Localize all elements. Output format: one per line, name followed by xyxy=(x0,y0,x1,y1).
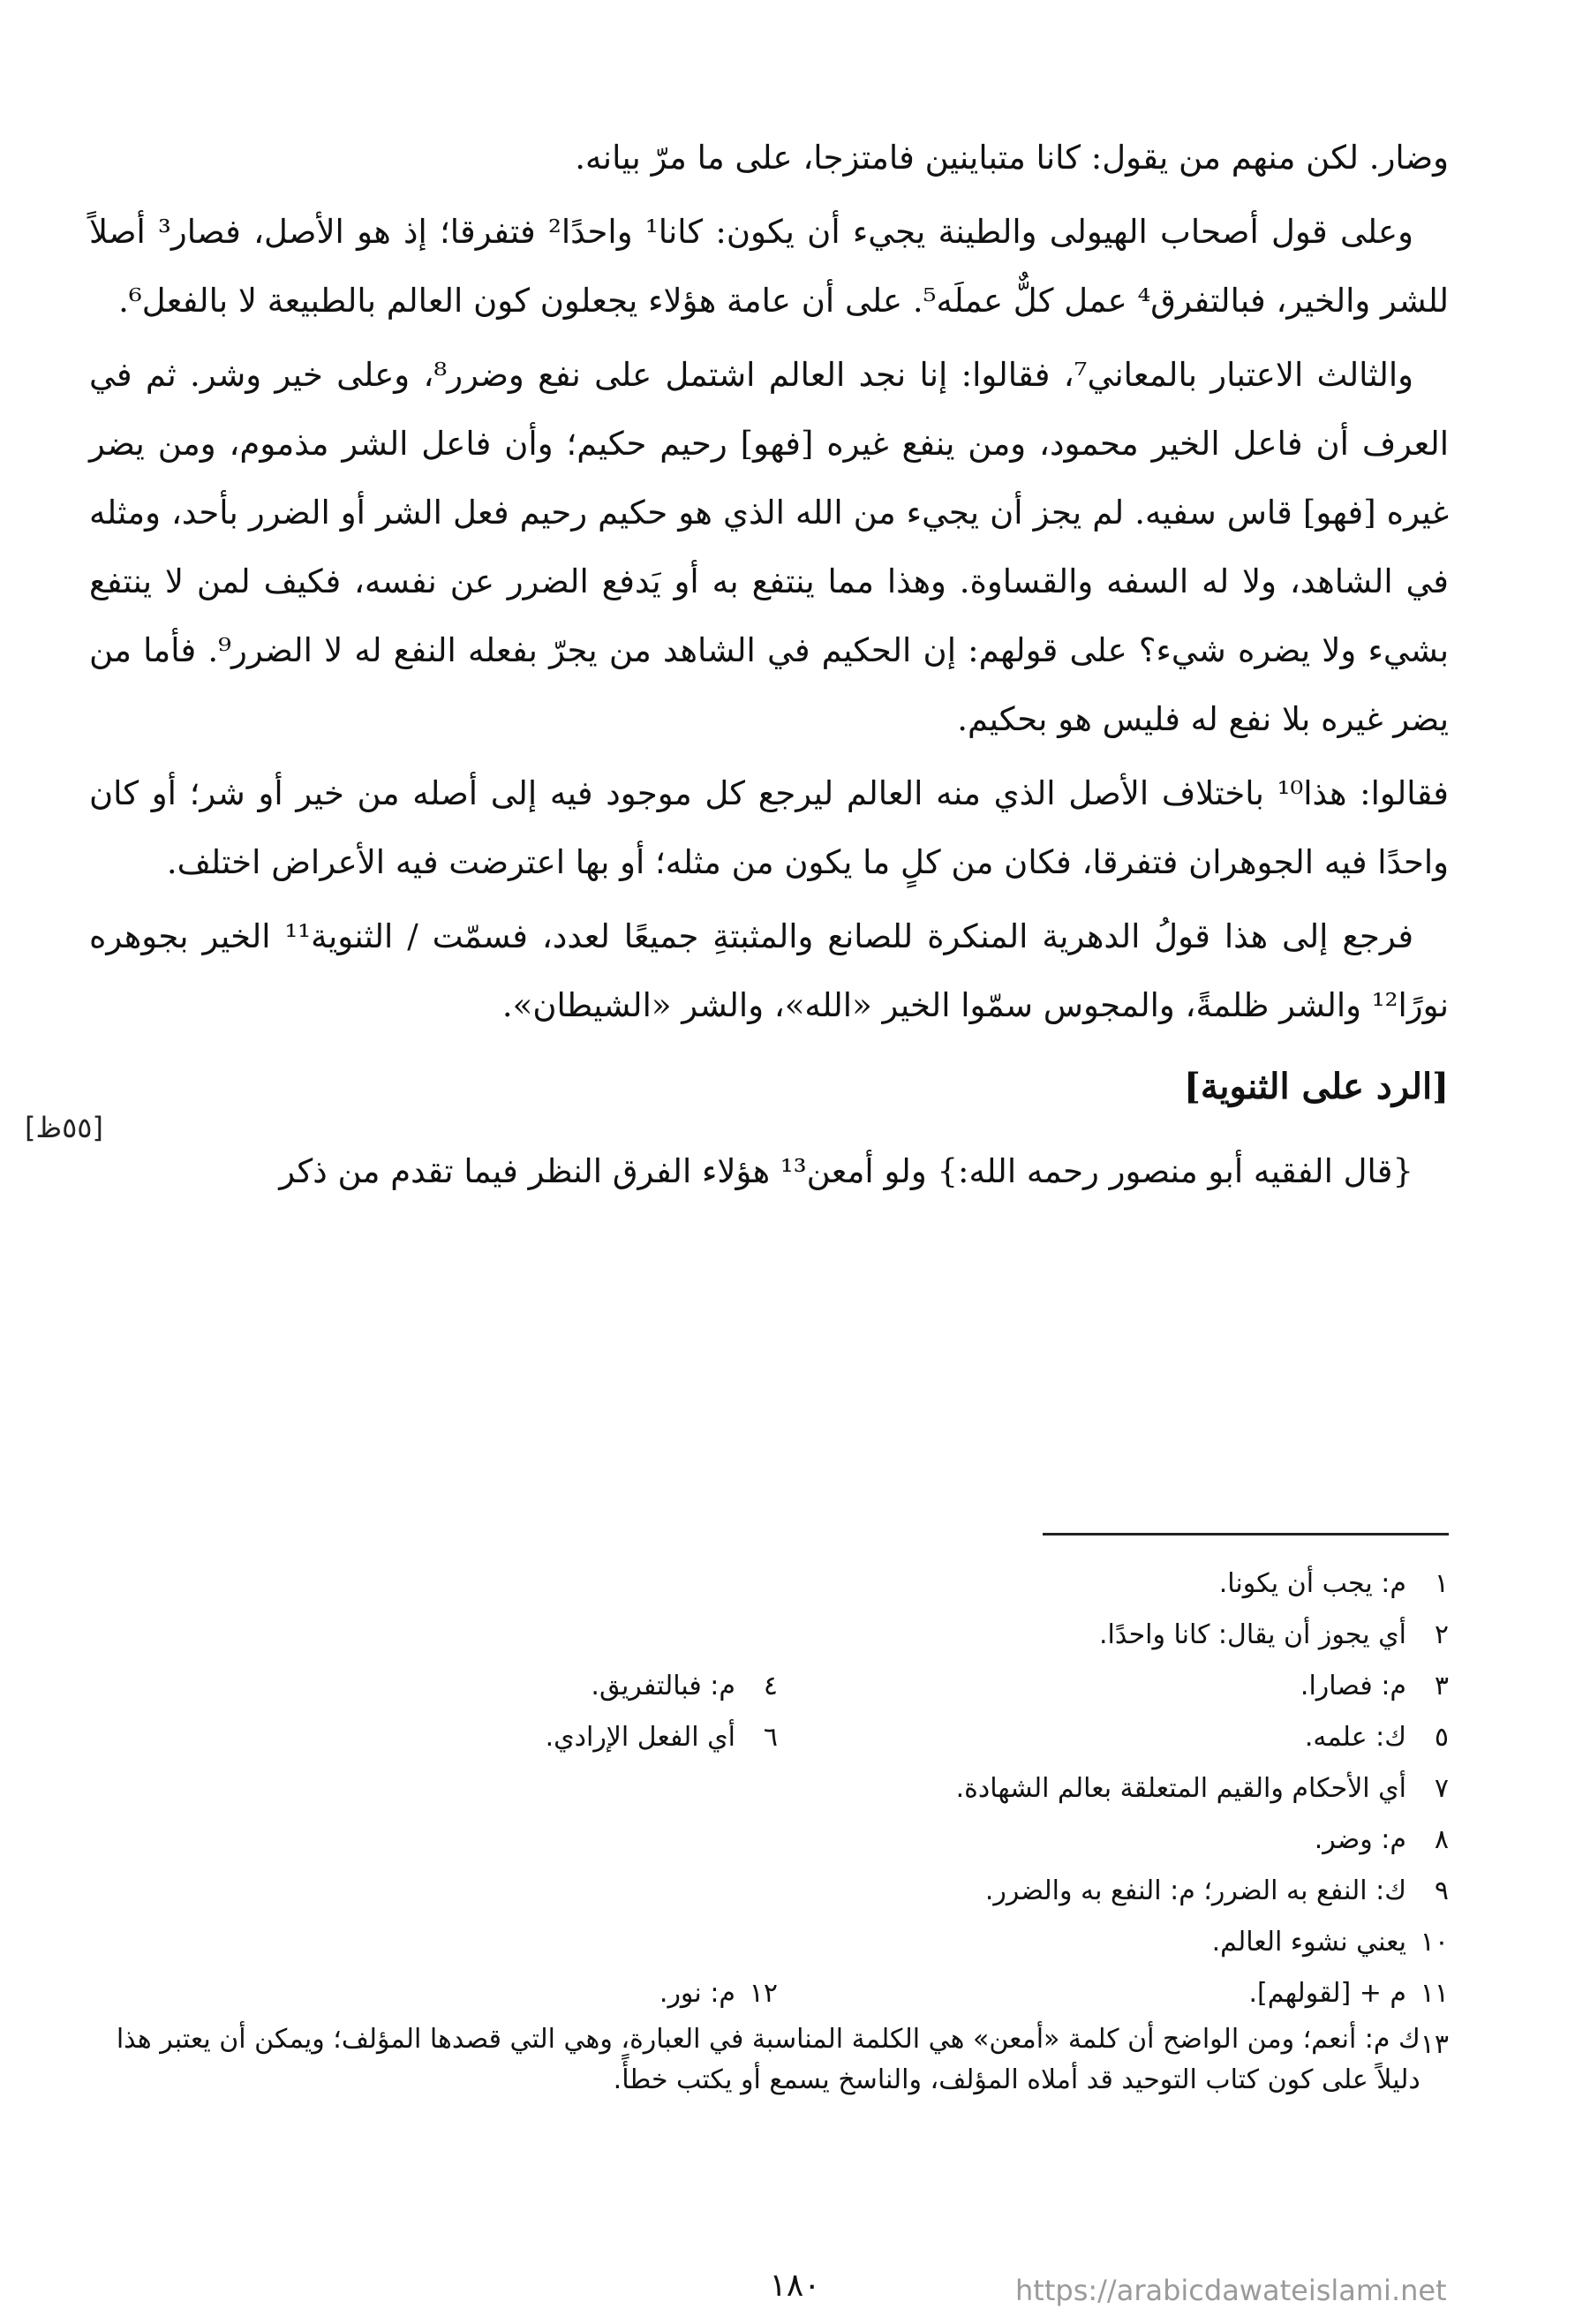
footnote-number: ١ xyxy=(1434,1568,1449,1599)
footnote-13 xyxy=(72,2019,1449,2101)
footnote-number: ٢ xyxy=(1434,1619,1449,1650)
footnote-8 xyxy=(1315,1815,1449,1866)
footnote-9 xyxy=(985,1866,1449,1917)
footnote-row xyxy=(72,2019,1449,2101)
footnote-text: يعني نشوء العالم. xyxy=(1211,1927,1406,1958)
footnote-text: أي الأحكام والقيم المتعلقة بعالم الشهادة. xyxy=(955,1773,1406,1804)
paragraph-6: {قال الفقيه أبو منصور رحمه الله:} ولو أمعن¹³ هؤلاء الفرق النظر فيما تقدم من ذكر xyxy=(279,1152,1413,1190)
watermark-url: https://arabicdawateislami.net xyxy=(1015,2274,1447,2307)
footnote-row xyxy=(72,1712,1449,1763)
footnote-number: ٣ xyxy=(1434,1671,1449,1702)
footnote-number: ١٣ xyxy=(1420,2029,1449,2060)
footnote-number: ٩ xyxy=(1434,1875,1449,1906)
footnote-2 xyxy=(1099,1610,1449,1661)
footnote-4 xyxy=(591,1661,778,1712)
paragraph-1: وضار. لكن منهم من يقول: كانا متباينين فامتزجا، على ما مرّ بيانه. xyxy=(575,139,1449,177)
footnote-number: ٧ xyxy=(1434,1773,1449,1804)
footnote-text: م: فبالتفريق. xyxy=(591,1671,735,1702)
footnote-number: ١٠ xyxy=(1420,1927,1449,1958)
page-number: ١٨٠ xyxy=(769,2267,821,2304)
paragraph-4: فقالوا: هذا¹⁰ باختلاف الأصل الذي منه العالم ليرجع كل موجود فيه إلى أصله من خير أو شر؛ أو كان واحدًا فيه الجوهران فتفرقا، فكان من كلٍ ما يكون من مثله؛ أو بها اعترضت فيه الأعراض اختلف. xyxy=(89,774,1449,881)
paragraph-2: وعلى قول أصحاب الهيولى والطينة يجيء أن يكون: كانا¹ واحدًا² فتفرقا؛ إذ هو الأصل، فصار³ أصلاً للشر والخير، فبالتفرق⁴ عمل كلٌّ عملَه⁵. على أن عامة هؤلاء يجعلون كون العالم بالطبيعة لا بالفعل⁶. xyxy=(89,213,1449,320)
footnote-11 xyxy=(778,1968,1449,2019)
folio-margin-note: [٥٥ظ] xyxy=(25,1111,103,1144)
footnote-text: ك م: أنعم؛ ومن الواضح أن كلمة «أمعن» هي الكلمة المناسبة في العبارة، وهي التي قصدها المؤلف؛ ويمكن أن يعتبر هذا دليلاً على كون كتاب التوحيد قد أملاه المؤلف، والناسخ يسمع أو يكتب خطأً. xyxy=(116,2024,1420,2095)
footnote-12 xyxy=(659,1968,778,2019)
footnote-1 xyxy=(1219,1558,1449,1610)
footnote-text: م: نور. xyxy=(659,1978,735,2009)
paragraph-5 xyxy=(89,902,1449,1040)
section-heading: [الرد على الثنوية] xyxy=(1183,1066,1449,1107)
footnote-5 xyxy=(778,1712,1449,1763)
footnote-text: أي الفعل الإرادي. xyxy=(545,1722,735,1753)
footnote-number: ١١ xyxy=(1420,1978,1449,2009)
footnote-row xyxy=(72,1558,1449,1610)
footnote-7 xyxy=(956,1763,1449,1815)
footnote-row xyxy=(72,1610,1449,1661)
footnote-number: ٥ xyxy=(1434,1722,1449,1753)
footnote-3 xyxy=(778,1661,1449,1712)
footnote-row xyxy=(72,1917,1449,1968)
footnote-row xyxy=(72,1866,1449,1917)
footnote-text: أي يجوز أن يقال: كانا واحدًا. xyxy=(1098,1619,1406,1650)
paragraph-5-text: فرجع إلى هذا قولُ الدهرية المنكرة للصانع والمثبتةِ جميعًا لعدد، فسمّت / الثنوية¹¹ الخير بجوهره نورًا¹² والشر ظلمةً، والمجوس سمّوا الخير «الله»، والشر «الشيطان». xyxy=(89,917,1449,1024)
footnote-row xyxy=(72,1661,1449,1712)
main-text xyxy=(89,124,1449,1211)
footnote-number: ٦ xyxy=(763,1722,778,1753)
footnote-10 xyxy=(1212,1917,1449,1968)
footnote-row xyxy=(72,1968,1449,2019)
footnote-text: م + [لقولهم]. xyxy=(1248,1978,1406,2009)
footnote-number: ٤ xyxy=(763,1671,778,1702)
footnote-text: م: فصارا. xyxy=(1300,1671,1406,1702)
footnote-row xyxy=(72,1815,1449,1866)
footnote-text: ك: علمه. xyxy=(1304,1722,1406,1753)
footnote-divider xyxy=(1043,1533,1449,1536)
footnote-row xyxy=(72,1763,1449,1815)
footnotes xyxy=(72,1558,1449,2101)
paragraph-3: والثالث الاعتبار بالمعاني⁷، فقالوا: إنا نجد العالم اشتمل على نفع وضرر⁸، وعلى خير وشر. ثم في العرف أن فاعل الخير محمود، ومن ينفع غيره [فهو] رحيم حكيم؛ وأن فاعل الشر مذموم، ومن يضر غيره [فهو] قاس سفيه. لم يجز أن يجيء من الله الذي هو حكيم رحيم فعل الشر أو الضرر بأحد، ومثله في الشاهد، ولا له السفه والقساوة. وهذا مما ينتفع به أو يَدفع الضرر عن نفسه، فكيف لمن لا ينتفع بشيء ولا يضره شيء؟ على قولهم: إن الحكيم في الشاهد من يجرّ بفعله النفع له لا الضرر⁹. فأما من يضر غيره بلا نفع له فليس هو بحكيم. xyxy=(89,356,1449,738)
footnote-6 xyxy=(546,1712,778,1763)
footnote-number: ١٢ xyxy=(749,1978,778,2009)
footnote-text: م: وضر. xyxy=(1314,1824,1406,1855)
footnote-text: ك: النفع به الضرر؛ م: النفع به والضرر. xyxy=(984,1875,1406,1906)
footnote-number: ٨ xyxy=(1434,1824,1449,1855)
footnote-text: م: يجب أن يكونا. xyxy=(1218,1568,1406,1599)
